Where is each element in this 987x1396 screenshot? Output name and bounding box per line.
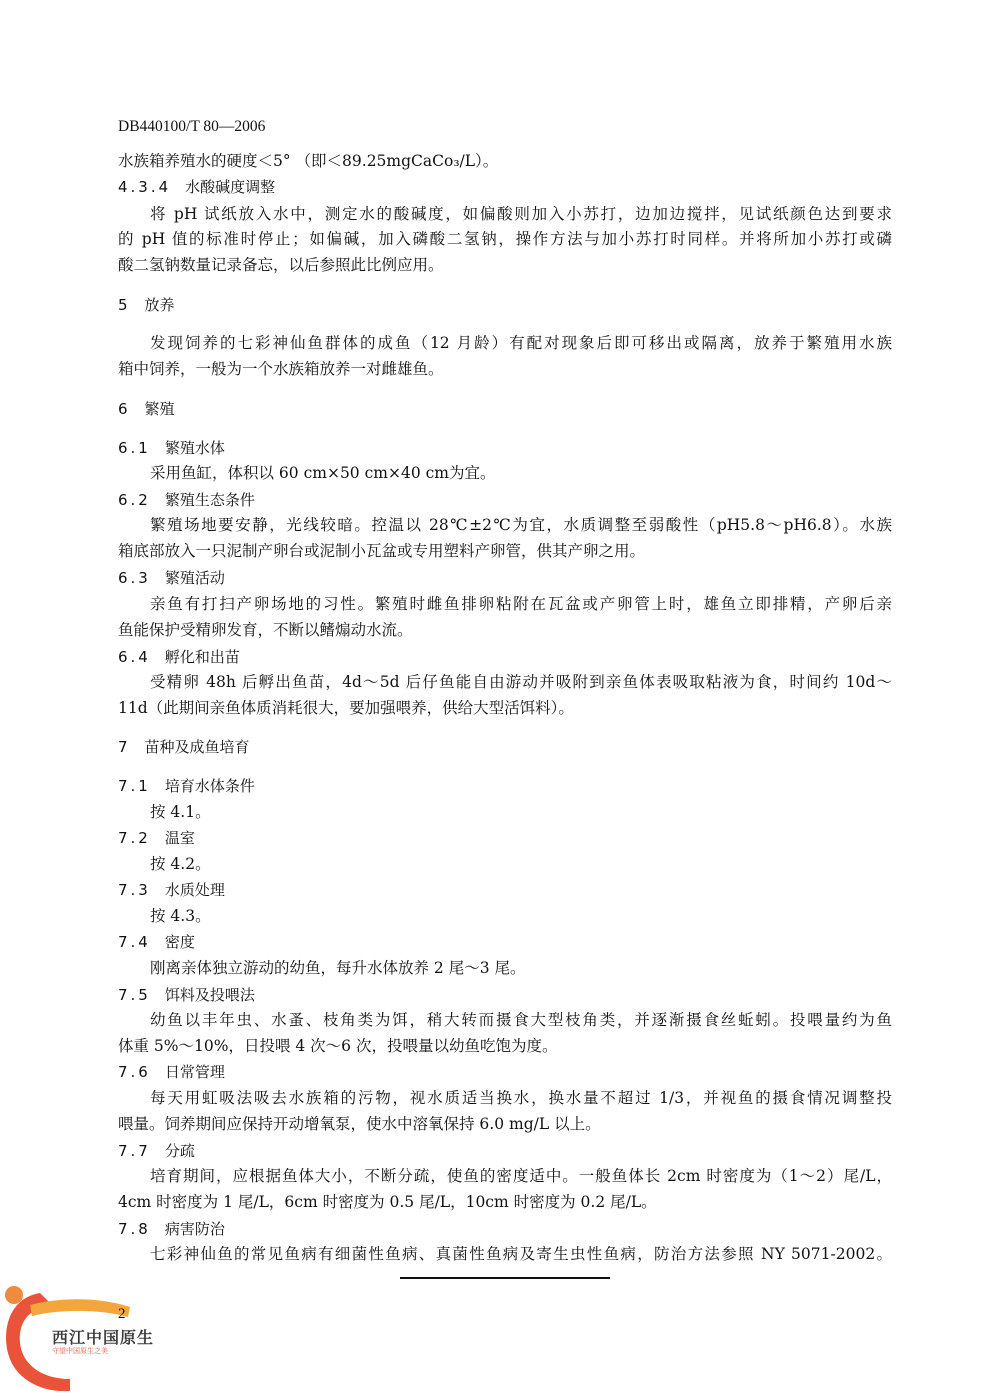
section-title: 放养 bbox=[144, 296, 175, 314]
section-number: 6.3 bbox=[118, 569, 151, 587]
section-heading-7-5 bbox=[118, 984, 255, 1006]
paragraph-line: 体重 5%～10%，日投喂 4 次～6 次，投喂量以幼鱼吃饱为度。 bbox=[118, 1037, 558, 1055]
document-header: DB440100/T 80—2006 bbox=[118, 118, 266, 135]
section-number: 7 bbox=[118, 738, 131, 756]
logo-ear-left bbox=[5, 1286, 23, 1304]
section-heading-4-3-4 bbox=[118, 176, 275, 198]
end-rule bbox=[400, 1277, 610, 1279]
section-heading-6-3 bbox=[118, 567, 225, 589]
section-heading-6 bbox=[118, 398, 175, 420]
section-heading-6-4 bbox=[118, 646, 240, 668]
section-heading-6-1 bbox=[118, 437, 225, 459]
paragraph-line: 按 4.2。 bbox=[150, 855, 211, 873]
watermark-slogan: 守望中国原生之美 bbox=[52, 1347, 108, 1355]
paragraph-line: 幼鱼以丰年虫、水蚤、枝角类为饵，稍大转而摄食大型枝角类，并逐渐摄食丝蚯蚓。投喂量约为鱼 bbox=[150, 1011, 892, 1029]
paragraph-line: 酸二氢钠数量记录备忘，以后参照此比例应用。 bbox=[118, 256, 444, 274]
section-title: 日常管理 bbox=[164, 1063, 225, 1081]
section-heading-7-8 bbox=[118, 1218, 225, 1240]
paragraph-line: 每天用虹吸法吸去水族箱的污物，视水质适当换水，换水量不超过 1/3，并视鱼的摄食情况调整投 bbox=[150, 1089, 892, 1107]
section-title: 繁殖水体 bbox=[164, 439, 225, 457]
section-heading-7-7 bbox=[118, 1140, 195, 1162]
section-number: 7.7 bbox=[118, 1142, 151, 1160]
paragraph-line: 七彩神仙鱼的常见鱼病有细菌性鱼病、真菌性鱼病及寄生虫性鱼病，防治方法参照 NY 5071-2002。 bbox=[150, 1245, 892, 1263]
section-heading-7-1 bbox=[118, 775, 255, 797]
section-number: 7.6 bbox=[118, 1063, 151, 1081]
section-number: 7.3 bbox=[118, 881, 151, 899]
section-title: 水质处理 bbox=[164, 881, 225, 899]
section-number: 5 bbox=[118, 296, 131, 314]
watermark-url: WWW.CCNZD.COM bbox=[36, 1314, 93, 1321]
paragraph-line: 箱中饲养，一般为一个水族箱放养一对雌雄鱼。 bbox=[118, 360, 444, 378]
paragraph-line: 按 4.3。 bbox=[150, 907, 211, 925]
section-heading-7-6 bbox=[118, 1061, 225, 1083]
section-heading-7-4 bbox=[118, 931, 195, 953]
paragraph-line: 喂量。饲养期间应保持开动增氧泵，使水中溶氧保持 6.0 mg/L 以上。 bbox=[118, 1115, 601, 1133]
section-number: 7.8 bbox=[118, 1220, 151, 1238]
paragraph-line: 发现饲养的七彩神仙鱼群体的成鱼（12 月龄）有配对现象后即可移出或隔离，放养于繁殖用水族 bbox=[150, 334, 892, 352]
section-heading-7 bbox=[118, 736, 250, 758]
section-number: 7.2 bbox=[118, 829, 151, 847]
page-number: 2 bbox=[118, 1306, 126, 1322]
paragraph-line: 刚离亲体独立游动的幼鱼，每升水体放养 2 尾～3 尾。 bbox=[150, 959, 526, 977]
paragraph-line: 的 pH 值的标准时停止；如偏碱，加入磷酸二氢钠，操作方法与加小苏打时同样。并将所加小苏打或磷 bbox=[118, 230, 892, 248]
section-heading-7-3 bbox=[118, 879, 225, 901]
section-number: 6.4 bbox=[118, 648, 151, 666]
paragraph-line: 培育期间，应根据鱼体大小，不断分疏，使鱼的密度适中。一般鱼体长 2cm 时密度为（1～2）尾/L， bbox=[150, 1167, 892, 1185]
paragraph-line: 4cm 时密度为 1 尾/L，6cm 时密度为 0.5 尾/L，10cm 时密度为 0.2 尾/L。 bbox=[118, 1193, 657, 1211]
section-number: 6 bbox=[118, 400, 131, 418]
section-number: 7.5 bbox=[118, 986, 151, 1004]
section-title: 孵化和出苗 bbox=[164, 648, 240, 666]
paragraph-line: 受精卵 48h 后孵出鱼苗，4d～5d 后仔鱼能自由游动并吸附到亲鱼体表吸取粘液为食，时间约 10d～ bbox=[150, 673, 892, 691]
section-title: 病害防治 bbox=[164, 1220, 225, 1238]
section-number: 6.1 bbox=[118, 439, 151, 457]
section-title: 密度 bbox=[164, 933, 195, 951]
paragraph-line: 按 4.1。 bbox=[150, 803, 211, 821]
section-number: 7.4 bbox=[118, 933, 151, 951]
section-heading-5 bbox=[118, 294, 175, 316]
section-heading-7-2 bbox=[118, 827, 195, 849]
watermark-brand: 西江中国原生 bbox=[52, 1328, 155, 1347]
section-title: 分疏 bbox=[164, 1142, 195, 1160]
section-title: 繁殖生态条件 bbox=[164, 491, 255, 509]
section-number: 6.2 bbox=[118, 491, 151, 509]
paragraph-line: 鱼能保护受精卵发育，不断以鳍煽动水流。 bbox=[118, 621, 413, 639]
paragraph-line: 采用鱼缸，体积以 60 cm×50 cm×40 cm为宜。 bbox=[150, 464, 496, 482]
paragraph-line: 繁殖场地要安静，光线较暗。控温以 28℃±2℃为宜，水质调整至弱酸性（pH5.8～pH6.8）。水族 bbox=[150, 516, 892, 534]
section-number: 4.3.4 bbox=[118, 178, 172, 196]
section-title: 繁殖 bbox=[144, 400, 175, 418]
section-title: 水酸碱度调整 bbox=[185, 178, 276, 196]
section-title: 培育水体条件 bbox=[164, 777, 255, 795]
section-title: 温室 bbox=[164, 829, 195, 847]
paragraph-line: 将 pH 试纸放入水中，测定水的酸碱度，如偏酸则加入小苏打，边加边搅拌，见试纸颜色达到要求 bbox=[150, 205, 892, 223]
section-heading-6-2 bbox=[118, 489, 255, 511]
section-title: 饵料及投喂法 bbox=[164, 986, 255, 1004]
paragraph-line: 箱底部放入一只泥制产卵台或泥制小瓦盆或专用塑料产卵管，供其产卵之用。 bbox=[118, 542, 646, 560]
paragraph-line: 亲鱼有打扫产卵场地的习性。繁殖时雌鱼排卵粘附在瓦盆或产卵管上时，雄鱼立即排精，产卵后亲 bbox=[150, 595, 892, 613]
section-title: 苗种及成鱼培育 bbox=[144, 738, 250, 756]
section-number: 7.1 bbox=[118, 777, 151, 795]
paragraph-line: 11d（此期间亲鱼体质消耗很大，要加强喂养，供给大型活饵料）。 bbox=[118, 699, 574, 717]
paragraph-line: 水族箱养殖水的硬度＜5° （即＜89.25mgCaCo₃/L）。 bbox=[118, 152, 499, 170]
section-title: 繁殖活动 bbox=[164, 569, 225, 587]
